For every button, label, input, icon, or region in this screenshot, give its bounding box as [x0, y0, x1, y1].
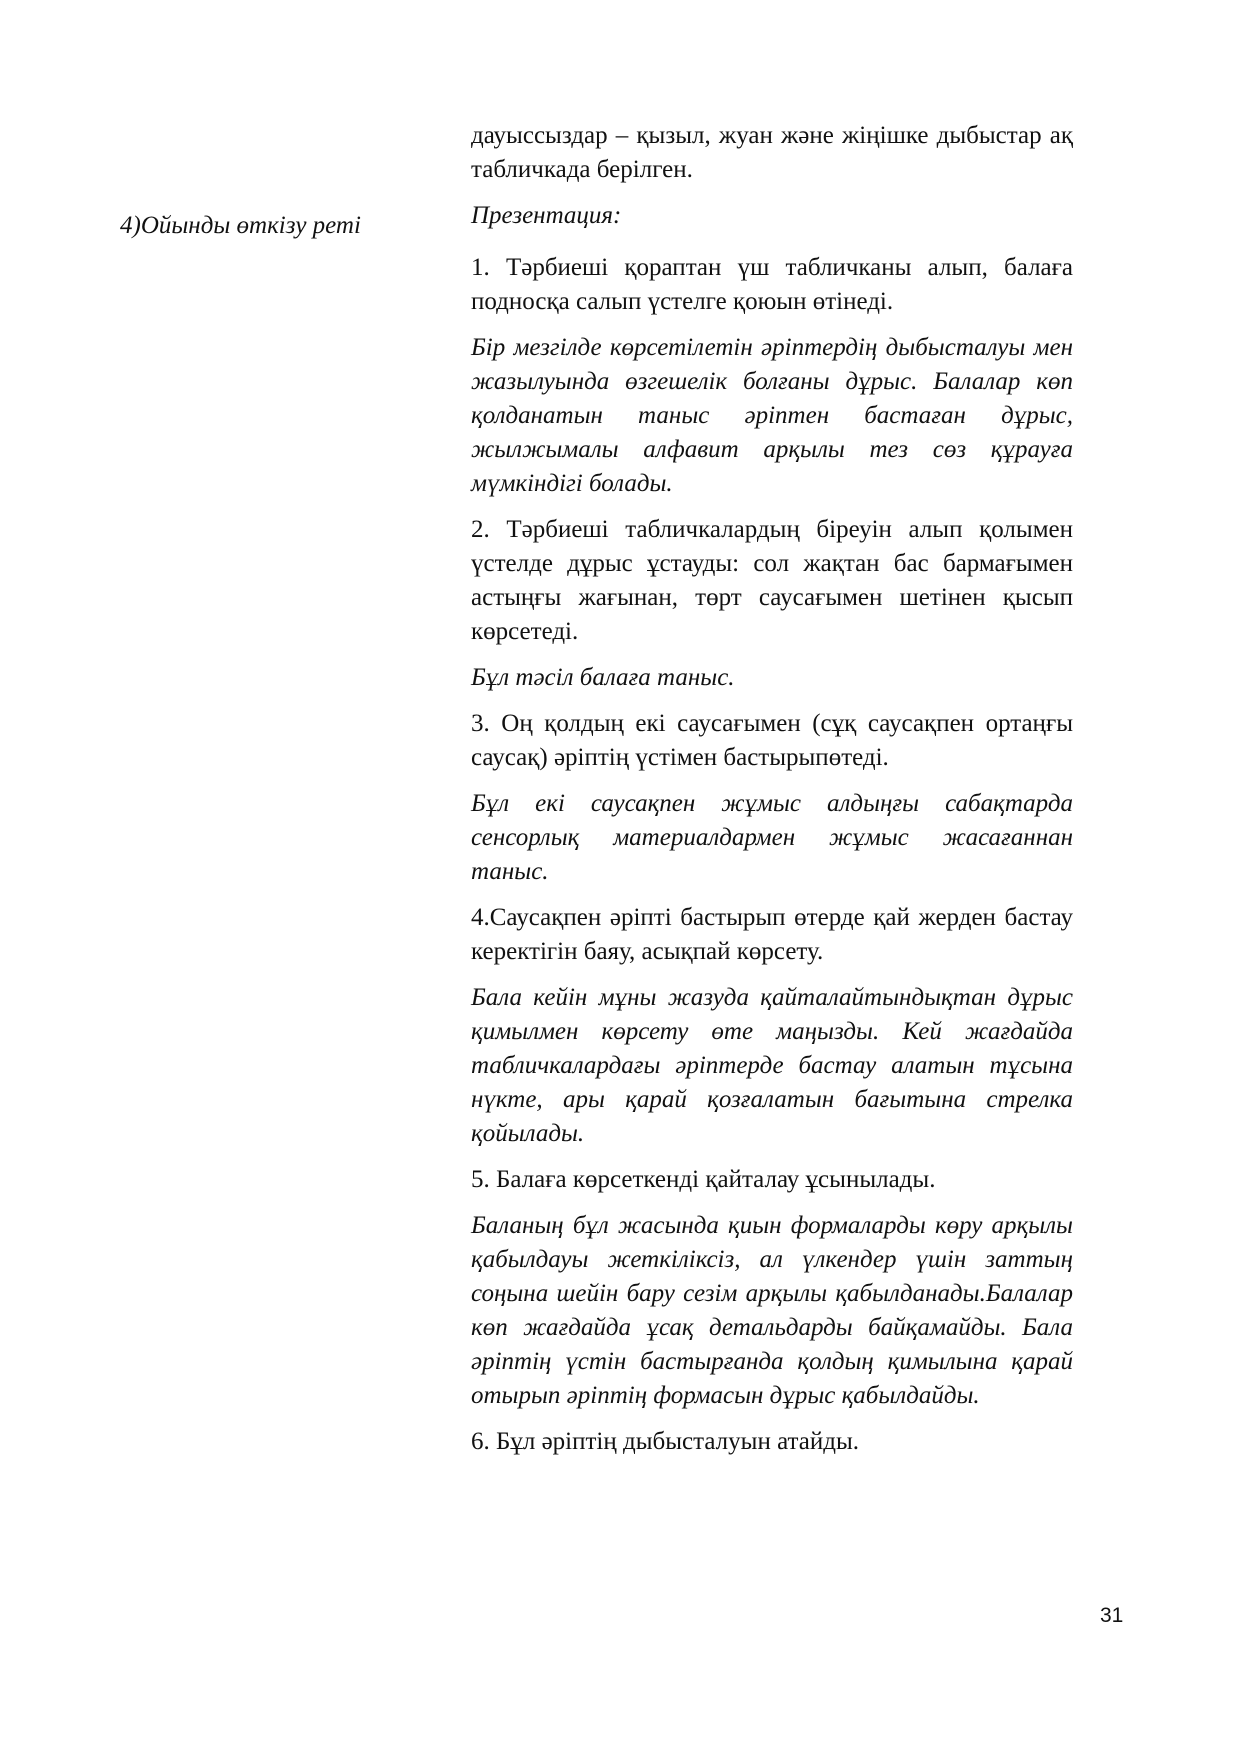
paragraph-note-5: Баланың бұл жасында қиын формаларды көру арқылы қабылдауы жеткіліксіз, ал үлкендер үшін заттың соңына шейін бару сезім арқылы қабылданады.Балалар көп жағдайда ұсақ детальдарды байқамайды. Бала әріптің үстін бастырғанда қолдың қимылына қарай отырып әріптің формасын дұрыс қабылдайды.	[471, 1212, 1073, 1409]
section-label: 4)Ойынды өткізу реті	[120, 212, 361, 239]
paragraph-step-3: 3. Оң қолдың екі саусағымен (сұқ саусақпен ортаңғы саусақ) әріптің үстімен бастырыпөтеді.	[471, 710, 1073, 771]
paragraph-presentation-heading: Презентация:	[471, 202, 622, 229]
paragraph-step-1: 1. Тәрбиеші қораптан үш табличканы алып, балаға подносқа салып үстелге қоюын өтінеді.	[471, 254, 1073, 315]
paragraph-note-2: Бұл тәсіл балаға таныс.	[471, 664, 735, 691]
paragraph-note-4: Бала кейін мұны жазуда қайталайтындықтан дұрыс қимылмен көрсету өте маңызды. Кей жағдайда табличкалардағы әріптерде бастау алатын тұсына нүкте, ары қарай қозғалатын бағытына стрелка қойылады.	[471, 984, 1073, 1147]
paragraph-step-4: 4.Саусақпен әріпті бастырып өтерде қай жерден бастау керектігін баяу, асықпай көрсету.	[471, 904, 1073, 965]
paragraph-step-6: 6. Бұл әріптің дыбысталуын атайды.	[471, 1428, 860, 1455]
paragraph-note-1: Бір мезгілде көрсетілетін әріптердің дыбысталуы мен жазылуында өзгешелік болғаны дұрыс. Балалар көп қолданатын таныс әріптен бастаған дұрыс, жылжымалы алфавит арқылы тез сөз құрауға мүмкіндігі болады.	[471, 334, 1073, 497]
paragraph-step-5: 5. Балаға көрсеткенді қайталау ұсынылады.	[471, 1166, 936, 1193]
paragraph-intro: дауыссыздар – қызыл, жуан және жіңішке дыбыстар ақ табличкада берілген.	[471, 122, 1073, 183]
page-number: 31	[1100, 1604, 1124, 1627]
left-column	[120, 209, 450, 243]
right-column	[471, 119, 1073, 1471]
paragraph-note-3: Бұл екі саусақпен жұмыс алдыңғы сабақтарда сенсорлық материалдармен жұмыс жасағаннан таныс.	[471, 790, 1073, 885]
paragraph-step-2: 2. Тәрбиеші табличкалардың біреуін алып қолымен үстелде дұрыс ұстауды: сол жақтан бас бармағымен астыңғы жағынан, төрт саусағымен шетінен қысып көрсетеді.	[471, 516, 1073, 645]
